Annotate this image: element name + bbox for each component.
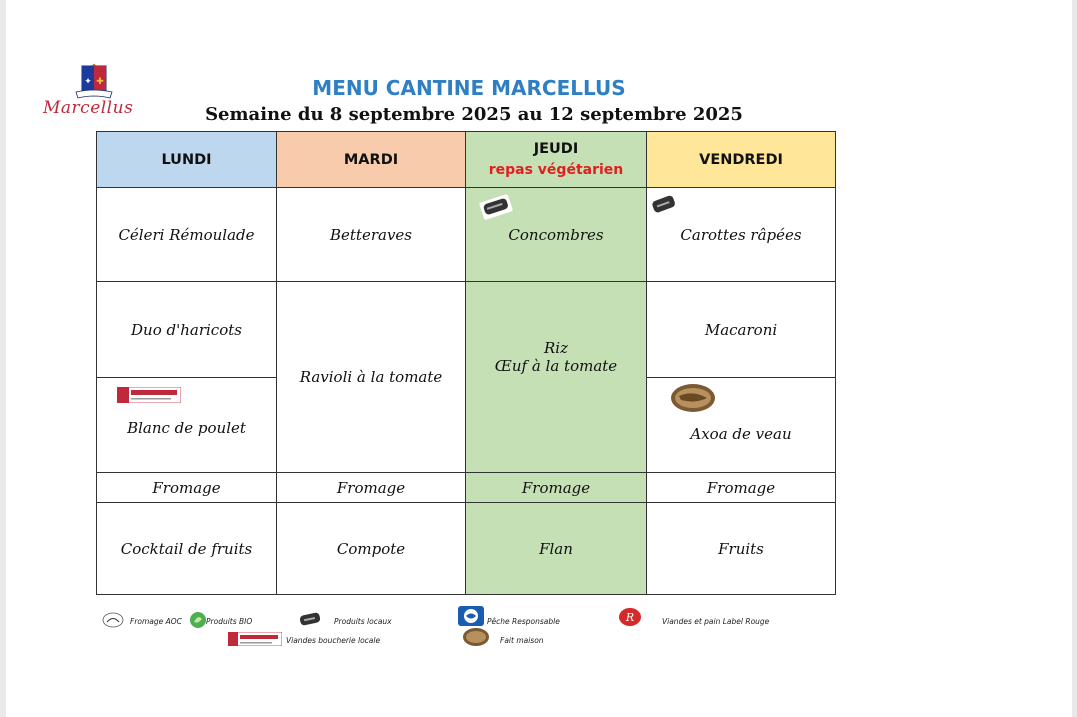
fromage-aoc-icon: [102, 612, 124, 628]
fait-maison-icon: [669, 382, 717, 414]
page-title: MENU CANTINE MARCELLUS: [312, 76, 626, 100]
weekly-menu-table: [96, 131, 836, 595]
vendredi-plat-2: [647, 378, 836, 473]
lundi-plat-1: Duo d'haricots: [97, 282, 277, 378]
label-rouge-icon: [618, 607, 642, 627]
week-subtitle: Semaine du 8 septembre 2025 au 12 septembre 2025: [205, 104, 743, 125]
legend-produits-bio: Produits BIO: [206, 617, 253, 626]
svg-text:✚: ✚: [96, 77, 104, 87]
jeudi-plat: [466, 282, 647, 473]
svg-text:R: R: [625, 611, 635, 624]
lundi-entree: Céleri Rémoulade: [97, 188, 277, 282]
vendredi-entree-text: Carottes râpées: [680, 225, 802, 244]
vendredi-plat-2-text: Axoa de veau: [690, 425, 792, 443]
day-header-jeudi: [466, 132, 647, 188]
days-header-row: [97, 132, 836, 188]
day-header-lundi: LUNDI: [97, 132, 277, 188]
vendredi-entree: [647, 188, 836, 282]
produits-bio-icon: [189, 611, 207, 629]
jeudi-plat-line-1: Riz: [544, 339, 568, 357]
jeudi-plat-line-2: Œuf à la tomate: [494, 357, 618, 375]
boucherie-locale-icon: [117, 387, 181, 403]
jeudi-entree-text: Concombres: [508, 225, 604, 244]
dessert-row: [97, 503, 836, 595]
mardi-fromage: Fromage: [277, 473, 466, 503]
entree-row: [97, 188, 836, 282]
mardi-dessert: Compote: [277, 503, 466, 595]
svg-text:✦: ✦: [84, 77, 92, 87]
vendredi-plat-1: Macaroni: [647, 282, 836, 378]
mardi-entree: Betteraves: [277, 188, 466, 282]
day-header-jeudi-label: JEUDI: [533, 141, 579, 157]
produits-locaux-icon: [478, 192, 514, 222]
legend-fromage-aoc: Fromage AOC: [130, 617, 182, 626]
lundi-plat-2-text: Blanc de poulet: [127, 419, 246, 437]
menu-page: [6, 0, 1072, 717]
vegetarian-note: repas végétarien: [488, 162, 624, 178]
day-header-vendredi: VENDREDI: [647, 132, 836, 188]
legend-fait-maison: Fait maison: [500, 636, 544, 645]
jeudi-entree: [466, 188, 647, 282]
jeudi-fromage: Fromage: [466, 473, 647, 503]
jeudi-dessert: Flan: [466, 503, 647, 595]
legend-label-rouge: Viandes et pain Label Rouge: [662, 617, 770, 626]
boucherie-locale-icon: [228, 632, 282, 646]
lundi-fromage: Fromage: [97, 473, 277, 503]
lundi-dessert: Cocktail de fruits: [97, 503, 277, 595]
legend-boucherie-locale: Viandes boucherie locale: [286, 636, 381, 645]
fait-maison-icon: [462, 627, 490, 647]
day-header-mardi: MARDI: [277, 132, 466, 188]
peche-responsable-icon: [458, 606, 484, 626]
vendredi-dessert: Fruits: [647, 503, 836, 595]
lundi-plat-2: [97, 378, 277, 473]
plat-row-1: [97, 282, 836, 378]
mardi-plat: Ravioli à la tomate: [277, 282, 466, 473]
produits-locaux-icon: [649, 190, 679, 220]
produits-locaux-icon: [298, 610, 322, 628]
vendredi-fromage: Fromage: [647, 473, 836, 503]
logo-wordmark: Marcellus: [43, 98, 134, 118]
legend-produits-locaux: Produits locaux: [334, 617, 392, 626]
fromage-row: [97, 473, 836, 503]
legend-peche-responsable: Pêche Responsable: [487, 617, 560, 626]
